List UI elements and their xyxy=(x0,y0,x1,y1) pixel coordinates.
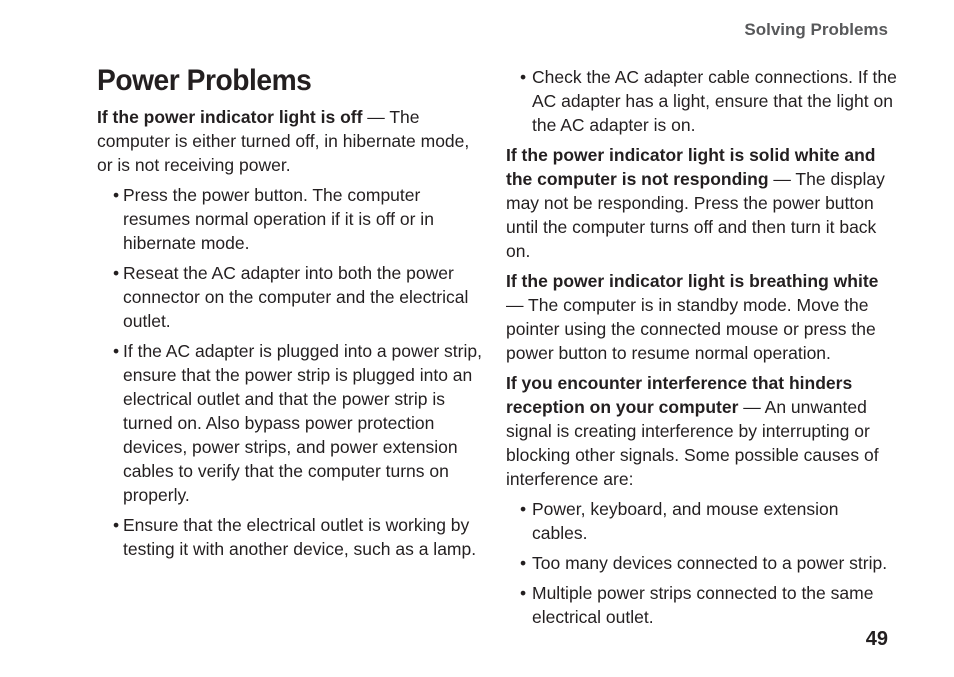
list-item-text: Reseat the AC adapter into both the power connector on the computer and the electrical outlet. xyxy=(123,263,469,331)
power-off-paragraph xyxy=(97,105,485,177)
page-number: 49 xyxy=(865,628,888,650)
interference-text: — An unwanted signal is creating interference by interrupting or blocking other signals. Some possible causes of interference are: xyxy=(506,397,879,489)
breathing-white-text: — The computer is in standby mode. Move the pointer using the connected mouse or press the power button to resume normal operation. xyxy=(506,295,876,363)
bullet-icon: • xyxy=(520,553,527,573)
right-column xyxy=(506,65,898,635)
section-label: Solving Problems xyxy=(744,20,888,39)
list-item xyxy=(97,339,485,507)
list-item-text: Ensure that the electrical outlet is working by testing it with another device, such as a lamp. xyxy=(123,515,477,559)
solid-white-heading: If the power indicator light is solid white and the computer is not responding xyxy=(506,145,876,189)
list-item-text: Power, keyboard, and mouse extension cables. xyxy=(532,499,839,543)
page-title: Power Problems xyxy=(97,64,312,97)
bullet-icon: • xyxy=(520,499,527,519)
bullet-icon: • xyxy=(520,67,527,87)
left-column xyxy=(97,105,485,567)
power-off-heading: If the power indicator light is off xyxy=(97,107,363,127)
bullet-icon: • xyxy=(520,583,527,603)
list-item-text: Check the AC adapter cable connections. If the AC adapter has a light, ensure that the light on the AC adapter is on. xyxy=(532,67,897,135)
list-item xyxy=(506,65,898,137)
list-item xyxy=(97,183,485,255)
list-item-text: Multiple power strips connected to the same electrical outlet. xyxy=(532,583,874,627)
interference-heading: If you encounter interference that hinders reception on your computer xyxy=(506,373,853,417)
breathing-white-paragraph xyxy=(506,269,898,365)
power-off-bullet-list xyxy=(97,183,485,561)
list-item-text: Press the power button. The computer resumes normal operation if it is off or in hibernate mode. xyxy=(123,185,434,253)
list-item-text: If the AC adapter is plugged into a power strip, ensure that the power strip is plugged into an electrical outlet and that the power strip is turned on. Also bypass power protection devices, power strips, and power extension cables to verify that the computer turns on properly. xyxy=(123,341,482,505)
solid-white-paragraph xyxy=(506,143,898,263)
solid-white-text: — The display may not be responding. Press the power button until the computer turns off and then turn it back on. xyxy=(506,169,885,261)
interference-bullet-list xyxy=(506,497,898,629)
list-item xyxy=(97,513,485,561)
bullet-icon: • xyxy=(113,341,120,361)
bullet-icon: • xyxy=(113,515,120,535)
adapter-bullet-list xyxy=(506,65,898,137)
list-item xyxy=(506,581,898,629)
bullet-icon: • xyxy=(113,263,120,283)
power-off-text: — The computer is either turned off, in hibernate mode, or is not receiving power. xyxy=(97,107,470,175)
breathing-white-heading: If the power indicator light is breathing white xyxy=(506,271,879,291)
list-item xyxy=(506,551,898,575)
list-item xyxy=(506,497,898,545)
interference-paragraph xyxy=(506,371,898,491)
bullet-icon: • xyxy=(113,185,120,205)
list-item xyxy=(97,261,485,333)
list-item-text: Too many devices connected to a power strip. xyxy=(532,553,888,573)
